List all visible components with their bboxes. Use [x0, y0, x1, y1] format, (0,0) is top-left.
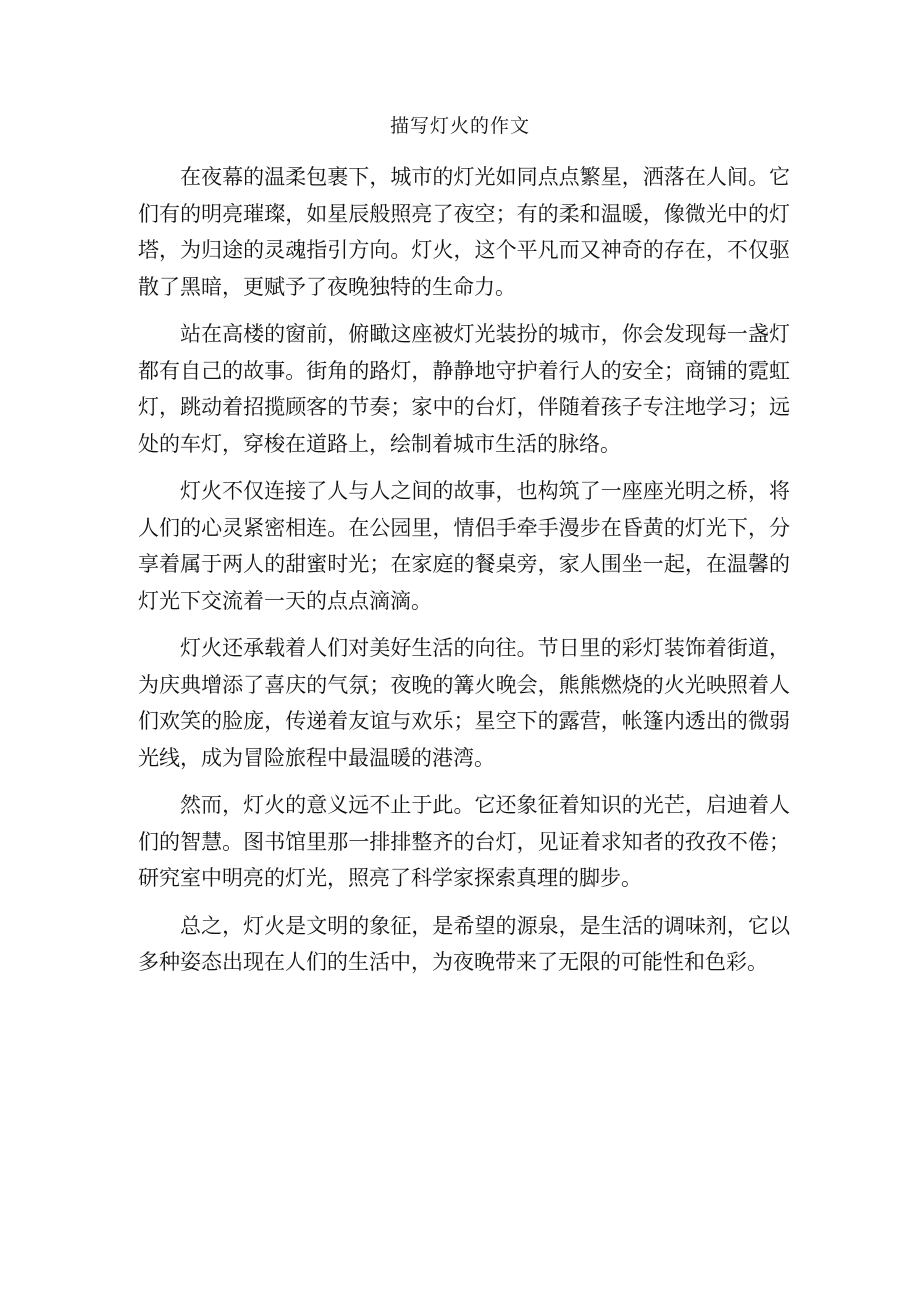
paragraph-1: 在夜幕的温柔包裹下，城市的灯光如同点点繁星，洒落在人间。它们有的明亮璀璨，如星辰般照亮了夜空；有的柔和温暖，像微光中的灯塔，为归途的灵魂指引方向。灯火，这个平凡而又神奇的存在，不仅驱散了黑暗，更赋予了夜晚独特的生命力。 [138, 165, 790, 299]
paragraph-6: 总之，灯火是文明的象征，是希望的源泉，是生活的调味剂，它以多种姿态出现在人们的生活中，为夜晚带来了无限的可能性和色彩。 [138, 913, 790, 974]
document-title: 描写灯火的作文 [389, 115, 530, 137]
document-body [138, 159, 790, 992]
paragraph-4: 灯火还承载着人们对美好生活的向往。节日里的彩灯装饰着街道，为庆典增添了喜庆的气氛；夜晚的篝火晚会，熊熊燃烧的火光映照着人们欢笑的脸庞，传递着友谊与欢乐；星空下的露营，帐篷内透出的微弱光线，成为冒险旅程中最温暖的港湾。 [138, 636, 790, 770]
paragraph-5: 然而，灯火的意义远不止于此。它还象征着知识的光芒，启迪着人们的智慧。图书馆里那一排排整齐的台灯，见证着求知者的孜孜不倦；研究室中明亮的灯光，照亮了科学家探索真理的脚步。 [138, 793, 790, 890]
paragraph-2: 站在高楼的窗前，俯瞰这座被灯光装扮的城市，你会发现每一盏灯都有自己的故事。街角的路灯，静静地守护着行人的安全；商铺的霓虹灯，跳动着招揽顾客的节奏；家中的台灯，伴随着孩子专注地学习；远处的车灯，穿梭在道路上，绘制着城市生活的脉络。 [138, 322, 790, 456]
paragraph-3: 灯火不仅连接了人与人之间的故事，也构筑了一座座光明之桥，将人们的心灵紧密相连。在公园里，情侣手牵手漫步在昏黄的灯光下，分享着属于两人的甜蜜时光；在家庭的餐桌旁，家人围坐一起，在温馨的灯光下交流着一天的点点滴滴。 [138, 479, 790, 613]
